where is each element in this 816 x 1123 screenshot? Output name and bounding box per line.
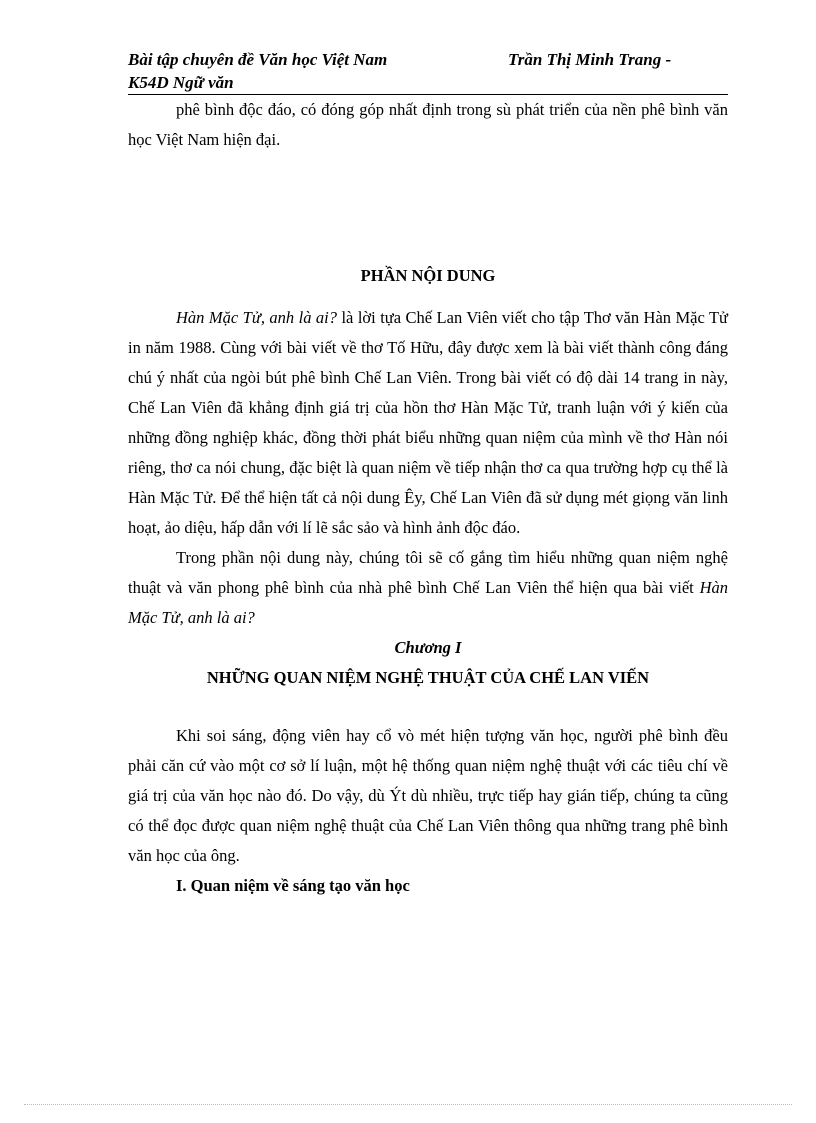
paragraph-3: Khi soi sáng, động viên hay cổ vò mét hiện tượng văn học, người phê bình đều phải căn cứ vào một cơ sở lí luận, một hệ thống quan niệm nghệ thuật với các tiêu chí về giá trị của văn học nào đó. Do vậy, dù Ýt dù nhiều, trực tiếp hay gián tiếp, chúng ta cũng có thể đọc được quan niệm nghệ thuật của Chế Lan Viên thông qua những trang phê bình văn học của ông. (128, 726, 728, 865)
paragraph-2 (128, 543, 728, 633)
chapter-label: Chương I (394, 638, 462, 657)
paragraph-2-text: Trong phần nội dung này, chúng tôi sẽ cố gắng tìm hiểu những quan niệm nghệ thuật và văn phong phê bình của nhà phê bình Chế Lan Viên thể hiện qua bài viết (128, 548, 728, 597)
chapter-title: NHỮNG QUAN NIỆM NGHỆ THUẬT CỦA CHẾ LAN VIẾN (206, 668, 650, 687)
paragraph-1-text: là lời tựa Chế Lan Viên viết cho tập Thơ văn Hàn Mặc Tử in năm 1988. Cùng với bài viết về thơ Tố Hữu, đây được xem là bài viết thành công đáng chú ý nhất của ngòi bút phê bình Chế Lan Viên. Trong bài viết có độ dài 14 trang in này, Chế Lan Viên đã khẳng định giá trị của hồn thơ Hàn Mặc Tử, tranh luận với ý kiến của những đồng nghiệp khác, đồng thời phát biểu những quan niệm của mình về thơ Hàn nói riêng, thơ ca nói chung, đặc biệt là quan niệm về tiếp nhận thơ ca qua trường hợp cụ thể là Hàn Mặc Tử. Để thể hiện tất cả nội dung Êy, Chế Lan Viên đã sử dụng mét giọng văn linh hoạt, ảo diệu, hấp dẫn với lí lẽ sắc sảo và hình ảnh độc đáo. (128, 308, 728, 537)
paragraph-1 (128, 303, 728, 543)
page-bottom-border (24, 1104, 792, 1105)
header-class: K54D Ngữ văn (128, 73, 234, 92)
header-course-title: Bài tập chuyên đề Văn học Việt Nam (128, 50, 388, 69)
section-title: PHẦN NỘI DUNG (360, 266, 496, 285)
work-title-italic-2: Hàn Mặc Tử, anh là ai? (128, 578, 728, 627)
document-body (128, 95, 728, 901)
work-title-italic: Hàn Mặc Tử, anh là ai? (176, 308, 338, 327)
intro-paragraph: phê bình độc đáo, có đóng góp nhất định trong sù phát triển của nền phê bình văn học Việt Nam hiện đại. (128, 100, 728, 149)
header-author: Trần Thị Minh Trang - (508, 50, 672, 69)
subheading: I. Quan niệm về sáng tạo văn học (176, 876, 410, 895)
page-header (128, 48, 728, 95)
